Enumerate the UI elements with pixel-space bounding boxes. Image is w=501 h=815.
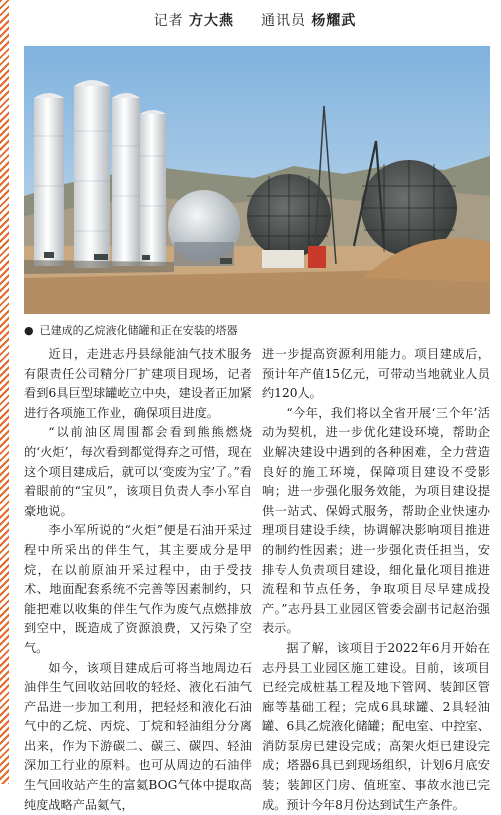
silo-3: [112, 93, 140, 266]
correspondent-name: 杨耀武: [311, 13, 356, 29]
white-sphere-tank: [168, 190, 240, 266]
decorative-stripe: [0, 0, 9, 784]
paragraph: “今年，我们将以全省开展‘三个年’活动为契机，进一步优化建设环境，帮助企业解决建设中遇到的各种困难，全力营造良好的施工环境，保障项目建设不受影响；进一步强化服务效能，为项目建设提供一站式、保姆式服务，帮助企业快速办理项目建设手续，协调解决影响项目推进的制约性因素；进一步强化责任担当，安排专人负责项目建设，细化量化项目推进流程和节点任务，争取项目尽早建成投产。”志丹县工业园区管委会副书记赵治强表示。: [262, 404, 490, 639]
paragraph: 李小军所说的“火炬”便是石油开采过程中所采出的伴生气，其主要成分是甲烷，在以前原油开采过程中，由于受技术、地面配套系统不完善等因素制约，只能把难以收集的伴生气作为废气点燃排放到空中，既造成了资源浪费，又污染了空气。: [24, 521, 252, 658]
byline: [20, 10, 490, 32]
reporter-name: 方大燕: [189, 13, 234, 29]
paragraph: “以前油区周围都会看到熊熊燃烧的‘火炬’，每次看到都觉得弃之可惜，现在这个项目建成后，就可以‘变废为宝’了。”看着眼前的“宝贝”，该项目负责人李小军自豪地说。: [24, 423, 252, 521]
paragraph: 据了解，该项目于2022年6月开始在志丹县工业园区施工建设。目前，该项目已经完成桩基工程及地下管网、装卸区管廊等基础工程；完成6具球罐、2具轻油罐、6具乙烷液化储罐；配电室、中控室、消防泵房已建设完成；高架火炬已建设完成；塔器6具已到现场组织，计划6月底安装；装卸区门房、值班室、事故水池已完成。预计今年8月份达到试生产条件。: [262, 639, 490, 815]
paragraph-continued: 进一步提高资源利用能力。项目建成后，预计年产值15亿元，可带动当地就业人员约120人。: [262, 345, 490, 404]
article-column-left: [24, 345, 252, 781]
paragraph: 近日，走进志丹县绿能油气技术服务有限责任公司精分厂扩建项目现场，记者看到6具巨型球罐屹立中央，建设者正加紧进行各项施工作业，确保项目进度。: [24, 345, 252, 423]
reporter-label: 记者: [154, 13, 184, 29]
article-column-right: [262, 345, 490, 781]
bullet-icon: ●: [24, 324, 34, 337]
construction-site-photo: [24, 46, 490, 314]
silo-2: [74, 80, 110, 268]
paragraph: 如今，该项目建成后可将当地周边石油伴生气回收站回收的轻烃、液化石油气产品进一步加工利用，把轻烃和液化石油气中的乙烷、丙烷、丁烷和轻油组分分离出来，作为下游碳二、碳三、碳四、轻油深加工行业的原料。也可从周边的石油伴生气回收站产生的富氦BOG气体中提取高纯度战略产品氦气，: [24, 659, 252, 815]
correspondent-label: 通讯员: [261, 13, 306, 29]
silo-4: [140, 110, 166, 266]
photo-caption: [24, 322, 490, 340]
silo-1: [34, 93, 64, 266]
photo-caption-text: 已建成的乙烷液化储罐和正在安装的塔器: [40, 324, 238, 337]
